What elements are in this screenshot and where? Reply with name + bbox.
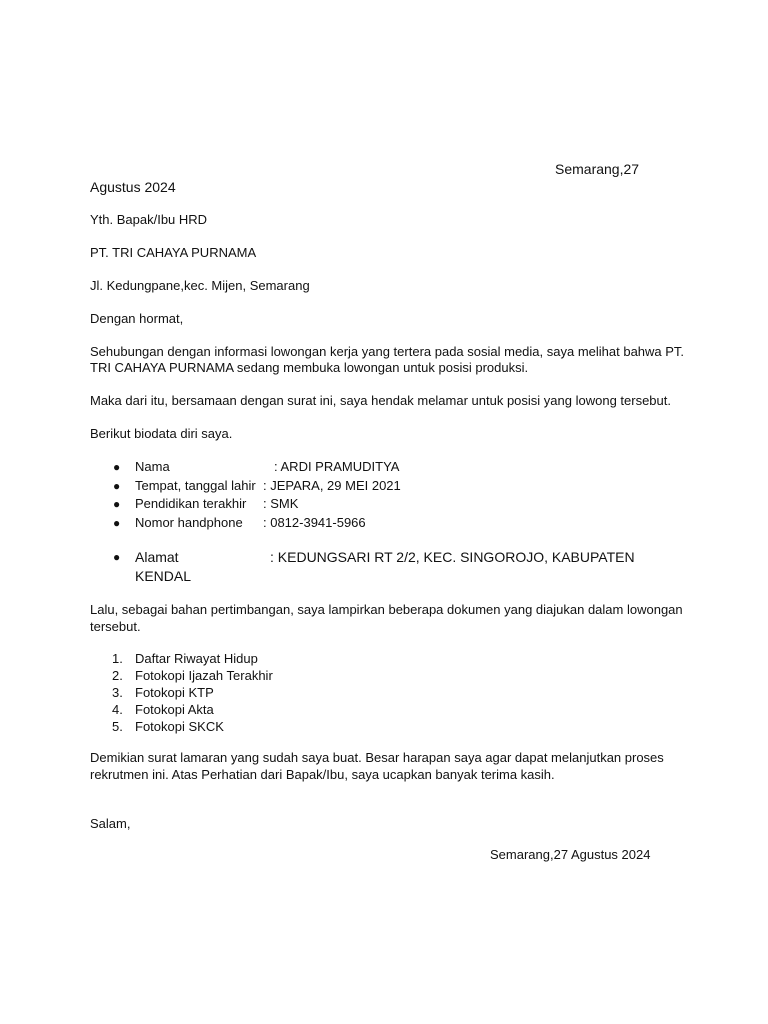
- biodata-label: Pendidikan terakhir: [135, 496, 247, 511]
- document-name: Fotokopi Akta: [135, 702, 214, 717]
- document-name: Fotokopi KTP: [135, 685, 214, 700]
- closing: Salam,: [90, 816, 131, 831]
- list-number: 2.: [112, 668, 123, 683]
- biodata-label: Nomor handphone: [135, 515, 243, 530]
- paragraph-3-line-2: tersebut.: [90, 619, 141, 634]
- recipient-line-3: Jl. Kedungpane,kec. Mijen, Semarang: [90, 278, 310, 293]
- address-value: : KEDUNGSARI RT 2/2, KEC. SINGOROJO, KABUPATEN: [270, 549, 635, 565]
- address-value-continued: KENDAL: [135, 568, 192, 584]
- date-top-line1: Semarang,27: [555, 161, 640, 177]
- biodata-value: : JEPARA, 29 MEI 2021: [263, 478, 401, 493]
- bullet-icon: ●: [113, 460, 121, 474]
- bullet-icon: ●: [113, 479, 121, 493]
- recipient-line-2: PT. TRI CAHAYA PURNAMA: [90, 245, 257, 260]
- document-name: Fotokopi SKCK: [135, 719, 224, 734]
- paragraph-2: Maka dari itu, bersamaan dengan surat ini, saya hendak melamar untuk posisi yang lowong tersebut.: [90, 393, 671, 408]
- document-name: Fotokopi Ijazah Terakhir: [135, 668, 273, 683]
- paragraph-1-line-2: TRI CAHAYA PURNAMA sedang membuka lowongan untuk posisi produksi.: [90, 360, 529, 375]
- address-label: Alamat: [135, 549, 179, 565]
- bullet-icon: ●: [113, 550, 121, 564]
- bullet-icon: ●: [113, 497, 121, 511]
- document-name: Daftar Riwayat Hidup: [135, 651, 258, 666]
- list-number: 5.: [112, 719, 123, 734]
- date-bottom: Semarang,27 Agustus 2024: [490, 847, 651, 862]
- biodata-intro: Berikut biodata diri saya.: [90, 426, 233, 441]
- paragraph-3-line-1: Lalu, sebagai bahan pertimbangan, saya lampirkan beberapa dokumen yang diajukan dalam lowongan: [90, 602, 683, 617]
- biodata-label: Tempat, tanggal lahir: [135, 478, 256, 493]
- list-number: 3.: [112, 685, 123, 700]
- paragraph-1-line-1: Sehubungan dengan informasi lowongan kerja yang tertera pada sosial media, saya melihat bahwa PT.: [90, 344, 685, 359]
- biodata-value: : ARDI PRAMUDITYA: [274, 459, 400, 474]
- biodata-value: : SMK: [263, 496, 299, 511]
- bullet-icon: ●: [113, 516, 121, 530]
- recipient-line-1: Yth. Bapak/Ibu HRD: [90, 212, 208, 227]
- greeting: Dengan hormat,: [90, 311, 184, 326]
- list-number: 1.: [112, 651, 123, 666]
- biodata-value: : 0812-3941-5966: [263, 515, 366, 530]
- paragraph-4-line-2: rekrutmen ini. Atas Perhatian dari Bapak/Ibu, saya ucapkan banyak terima kasih.: [90, 767, 555, 782]
- list-number: 4.: [112, 702, 123, 717]
- paragraph-4-line-1: Demikian surat lamaran yang sudah saya buat. Besar harapan saya agar dapat melanjutkan proses: [90, 750, 664, 765]
- biodata-label: Nama: [135, 459, 170, 474]
- date-top-line2: Agustus 2024: [90, 179, 176, 195]
